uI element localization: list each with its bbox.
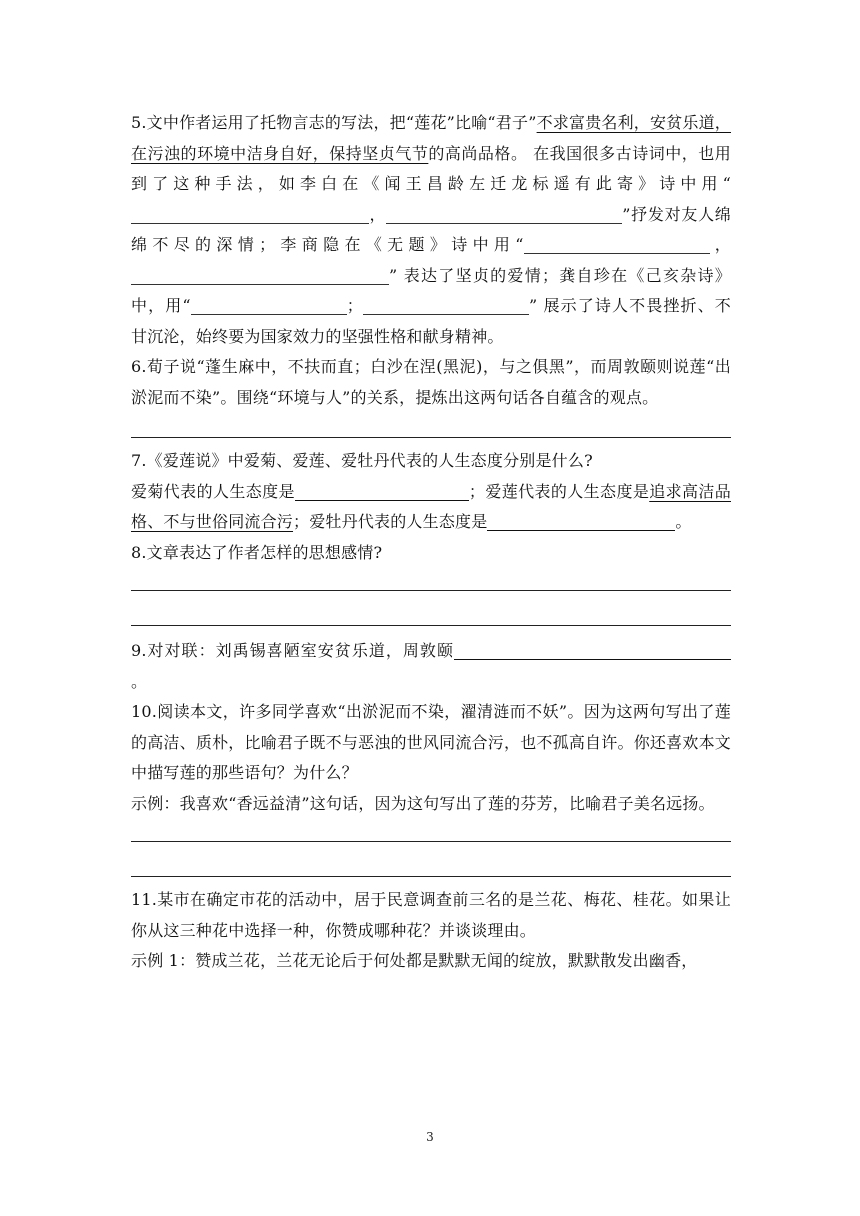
question-9: [131, 636, 731, 697]
fill-blank[interactable]: [295, 480, 469, 501]
q5-text: 的高尚品格。 在我国很多古诗词中，也用到了这种手法，如李白在《闻王昌龄左迁龙标遥有此寄》诗中用“: [131, 143, 731, 193]
question-11-example: 示例 1：赞成兰花，兰花无论后于何处都是默默无闻的绽放，默默散发出幽香，: [131, 951, 698, 970]
q9-text: 。: [131, 671, 148, 691]
q5-text: ” 表达了坚贞的爱情；龚自珍在《己亥杂诗》中，用“: [131, 265, 731, 315]
q5-text: ”抒发对友人绵绵不尽的深情；李商隐在《无题》诗中用“: [131, 204, 731, 254]
q7-text: ；爱莲代表的人生态度是: [468, 481, 650, 501]
q7-text: 爱菊代表的人生态度是: [131, 481, 295, 501]
fill-blank[interactable]: [191, 294, 347, 315]
question-5: [131, 108, 731, 352]
question-10: 10.阅读本文，许多同学喜欢“出淤泥而不染，濯清涟而不妖”。因为这两句写出了莲的高洁、质朴，比喻君子既不与恶浊的世风同流合污，也不孤高自许。你还喜欢本文中描写莲的那些语句？为什么？: [131, 702, 731, 782]
q7-underlined-answer: 追求高洁品格、不与世俗同流合污: [131, 481, 731, 531]
question-7: 7.《爱莲说》中爱菊、爱莲、爱牡丹代表的人生态度分别是什么?: [131, 451, 593, 470]
page-content: [131, 108, 731, 977]
q5-text: ，: [369, 204, 387, 224]
question-7-answers: [131, 477, 731, 538]
page-number: 3: [426, 1130, 434, 1144]
q5-text: ；: [346, 296, 363, 315]
q5-text: ，: [709, 235, 732, 254]
q5-text: ” 展示了诗人不畏挫折、不甘沉沦，始终要为国家效力的坚强性格和献身精神。: [131, 296, 731, 346]
question-10-example: 示例：我喜欢“香远益清”这句话，因为这句写出了莲的芬芳，比喻君子美名远扬。: [131, 793, 715, 813]
fill-blank[interactable]: [131, 203, 369, 224]
fill-blank[interactable]: [524, 233, 710, 254]
q7-text: ；爱牡丹代表的人生态度是: [293, 512, 488, 531]
q7-text: 。: [675, 512, 692, 531]
fill-blank[interactable]: [454, 639, 731, 660]
fill-blank[interactable]: [487, 510, 675, 531]
q5-text: 5.文中作者运用了托物言志的写法，把“莲花”比喻“君子”: [131, 113, 537, 132]
fill-blank[interactable]: [386, 203, 622, 224]
fill-blank[interactable]: [363, 294, 529, 315]
q9-text: 9.对对联：刘禹锡喜陋室安贫乐道，周敦颐: [131, 641, 454, 660]
q5-underlined-answer: 不求富贵名利，安贫乐道，在污浊的环境中洁身自好，保持坚贞气节: [131, 113, 731, 163]
fill-blank[interactable]: [131, 264, 389, 285]
question-6: 6.荀子说“蓬生麻中，不扶而直；白沙在涅(黑泥)，与之俱黑”，而周敦颐则说莲“出淤泥而不染”。围绕“环境与人”的关系，提炼出这两句话各自蕴含的观点。: [131, 357, 731, 407]
question-11: 11.某市在确定市花的活动中，居于民意调查前三名的是兰花、梅花、桂花。如果让你从这三种花中选择一种，你赞成哪种花？并谈谈理由。: [131, 890, 731, 940]
question-8: 8.文章表达了作者怎样的思想感情?: [131, 542, 383, 562]
